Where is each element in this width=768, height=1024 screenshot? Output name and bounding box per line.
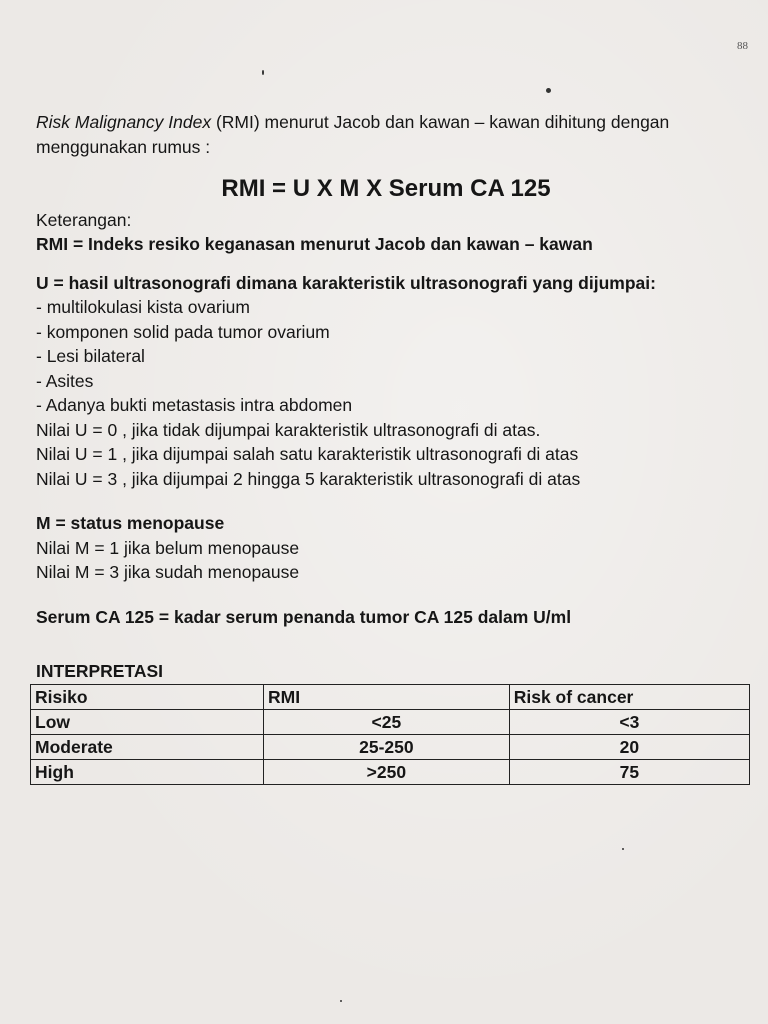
table-cell: >250 [264, 759, 510, 784]
table-row [31, 759, 750, 784]
m-value-line: Nilai M = 1 jika belum menopause [36, 537, 300, 558]
list-item: - multilokulasi kista ovarium [36, 297, 250, 317]
list-item: - Adanya bukti metastasis intra abdomen [36, 395, 353, 415]
spacer [36, 491, 736, 511]
scan-speck [622, 848, 624, 850]
list-item: - Lesi bilateral [36, 346, 145, 366]
u-value-line: Nilai U = 3 , jika dijumpai 2 hingga 5 karakteristik ultrasonografi di atas [36, 468, 581, 489]
intro-text: (RMI) menurut Jacob dan kawan – kawan dihitung dengan menggunakan rumus : [36, 112, 670, 157]
scan-speck [340, 1000, 342, 1002]
table-cell: Moderate [31, 734, 264, 759]
scan-speck [546, 88, 551, 93]
u-value-line: Nilai U = 1 , jika dijumpai salah satu karakteristik ultrasonografi di atas [36, 444, 579, 464]
keterangan-label: Keterangan: [36, 209, 132, 230]
column-header: Risk of cancer [509, 684, 749, 709]
u-characteristics-list [36, 295, 736, 418]
rmi-formula: RMI = U X M X Serum CA 125 [221, 175, 551, 202]
u-value-line: Nilai U = 0 , jika tidak dijumpai karakteristik ultrasonografi di atas. [36, 419, 541, 440]
table-cell: 75 [509, 759, 749, 784]
table-row [31, 709, 750, 734]
table-cell: 20 [509, 734, 749, 759]
rmi-definition: RMI = Indeks resiko keganasan menurut Jacob dan kawan – kawan [36, 234, 593, 254]
table-cell: <25 [264, 709, 510, 734]
table-cell: Low [31, 709, 264, 734]
scan-speck [262, 70, 264, 75]
m-section-heading: M = status menopause [36, 513, 225, 533]
spacer [36, 585, 736, 605]
page-number: 88 [737, 40, 748, 52]
table-header-row [31, 684, 750, 709]
table-cell: High [31, 759, 264, 784]
list-item: - komponen solid pada tumor ovarium [36, 321, 330, 342]
table-cell: <3 [509, 709, 749, 734]
document-body [36, 110, 736, 785]
serum-definition: Serum CA 125 = kadar serum penanda tumor CA 125 dalam U/ml [36, 606, 572, 627]
intro-italic-term: Risk Malignancy Index [36, 112, 212, 132]
table-row [31, 734, 750, 759]
column-header: RMI [264, 684, 510, 709]
list-item: - Asites [36, 370, 94, 391]
table-cell: 25-250 [264, 734, 510, 759]
intro-paragraph [36, 110, 736, 159]
spacer [36, 629, 736, 643]
column-header: Risiko [31, 684, 264, 709]
m-value-line: Nilai M = 3 jika sudah menopause [36, 562, 300, 582]
interpretation-title: INTERPRETASI [36, 661, 164, 681]
u-section-heading: U = hasil ultrasonografi dimana karakteristik ultrasonografi yang dijumpai: [36, 272, 656, 293]
spacer [36, 257, 736, 271]
interpretation-table [30, 684, 750, 785]
